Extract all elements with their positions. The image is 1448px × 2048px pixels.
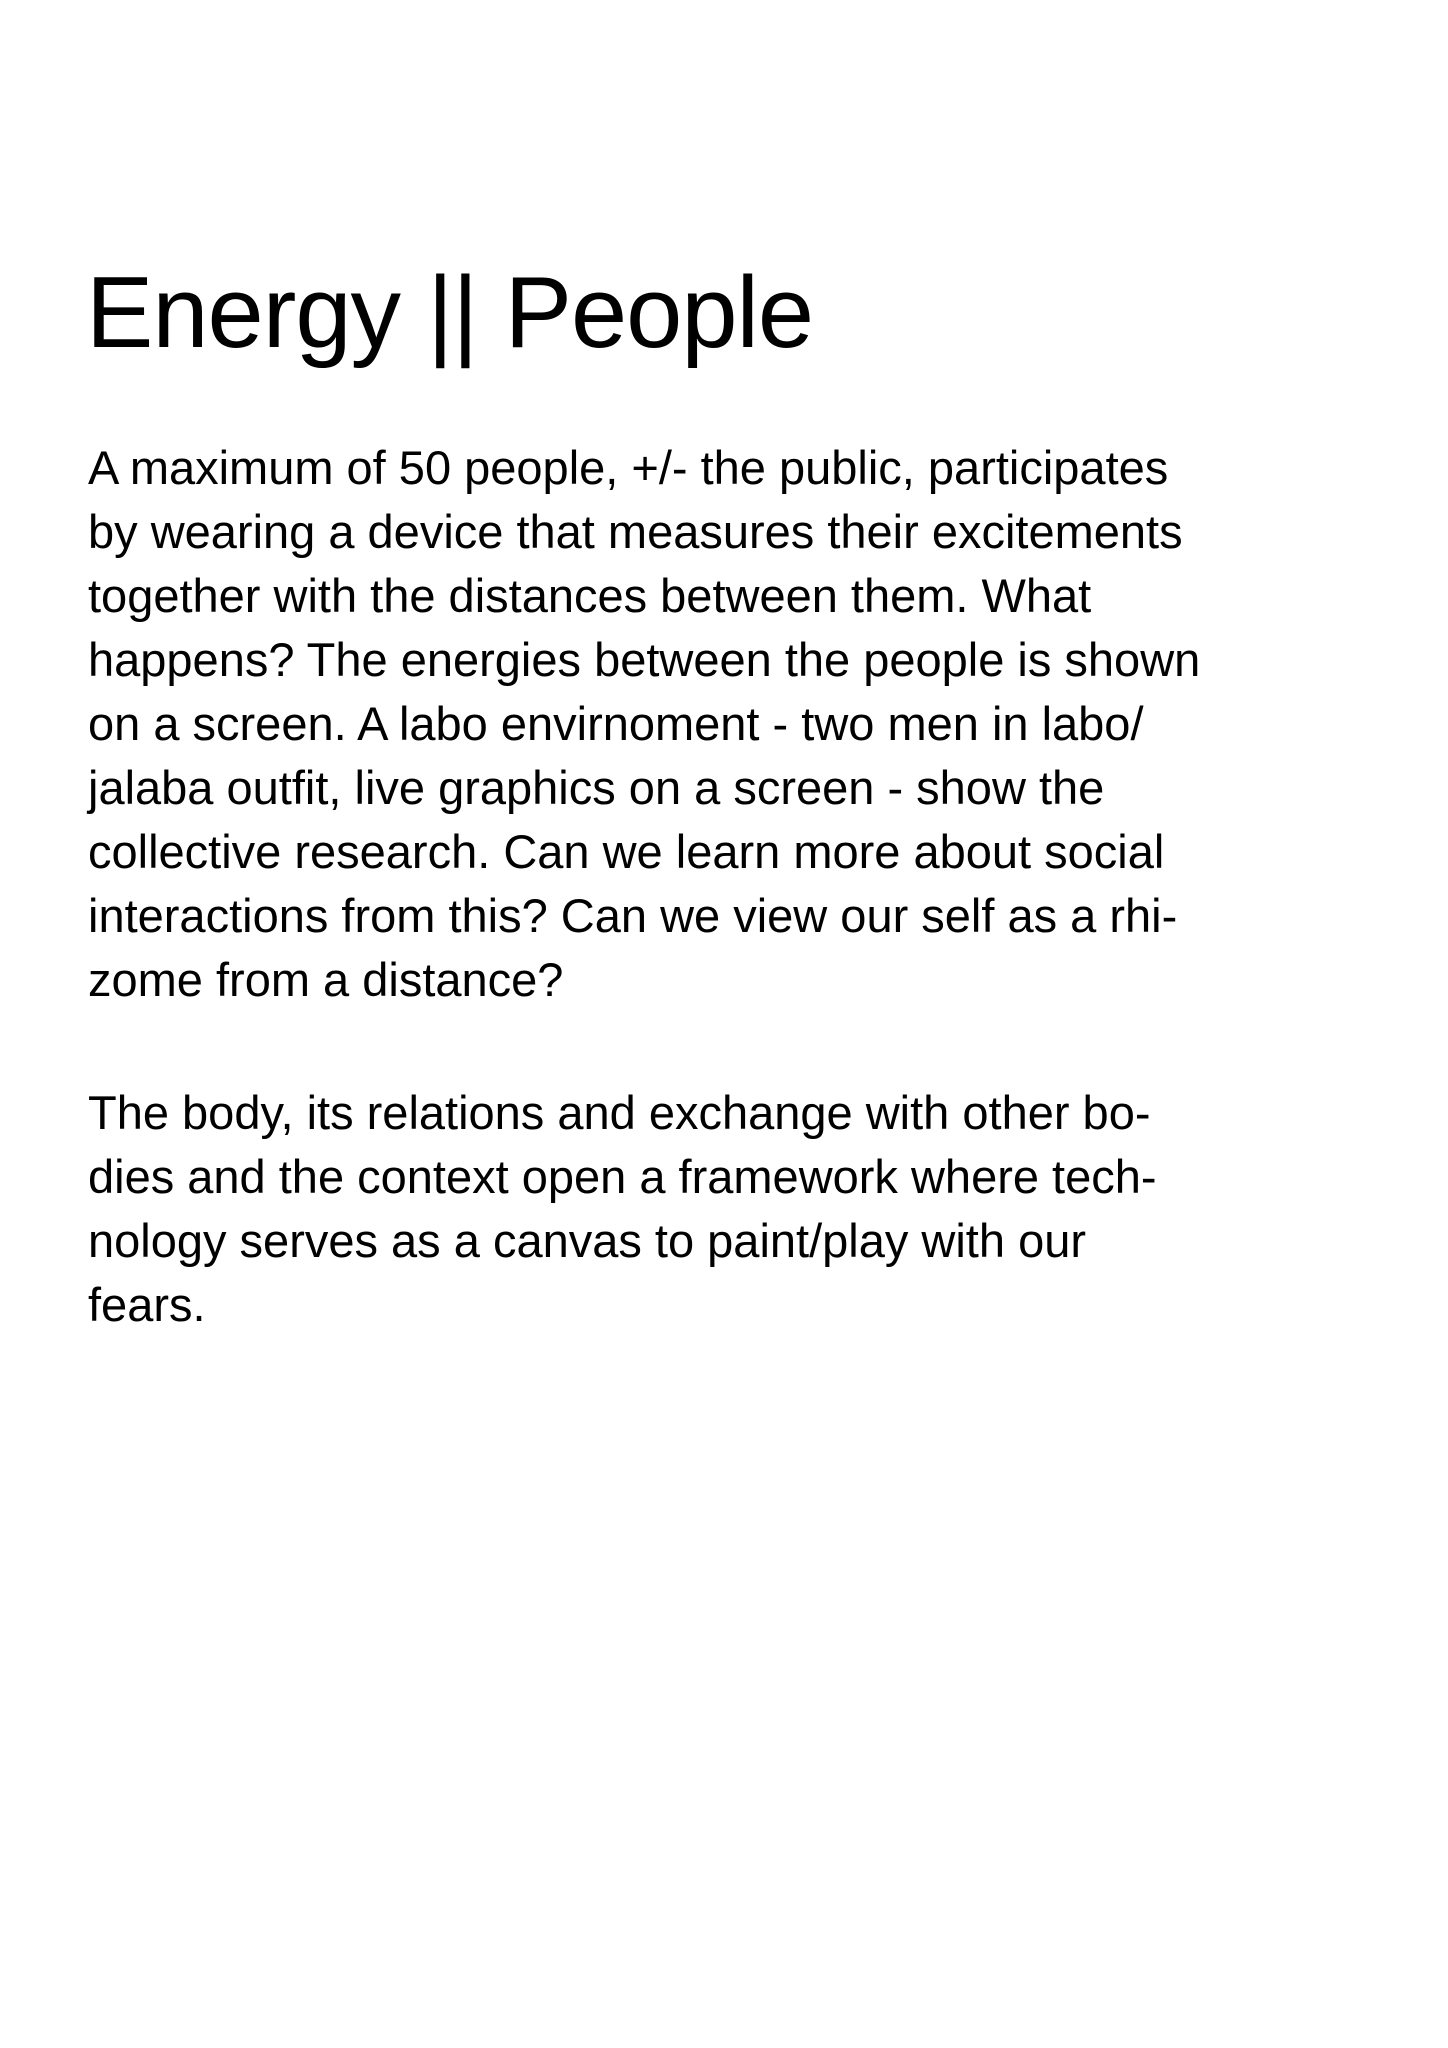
text-line: nology serves as a canvas to paint/play with our xyxy=(88,1214,1086,1267)
paragraph-body xyxy=(88,1081,1157,1337)
text-line: The body, its relations and exchange with other bo- xyxy=(88,1086,1151,1139)
text-line: fears. xyxy=(88,1278,206,1331)
text-line: jalaba outfit, live graphics on a screen - show the xyxy=(88,761,1105,814)
text-line: A maximum of 50 people, +/- the public, participates xyxy=(88,441,1169,494)
text-line: zome from a distance? xyxy=(88,953,564,1006)
text-line: collective research. Can we learn more about social xyxy=(88,825,1165,878)
text-line: dies and the context open a framework where tech- xyxy=(88,1150,1157,1203)
text-line: interactions from this? Can we view our self as a rhi- xyxy=(88,889,1178,942)
page-title: Energy || People xyxy=(86,257,814,369)
text-line: by wearing a device that measures their excitements xyxy=(88,505,1183,558)
text-line: together with the distances between them. What xyxy=(88,569,1092,622)
text-line: on a screen. A labo envirnoment - two men in labo/ xyxy=(88,697,1144,750)
text-line: happens? The energies between the people is shown xyxy=(88,633,1201,686)
paragraph-intro xyxy=(88,436,1200,1012)
